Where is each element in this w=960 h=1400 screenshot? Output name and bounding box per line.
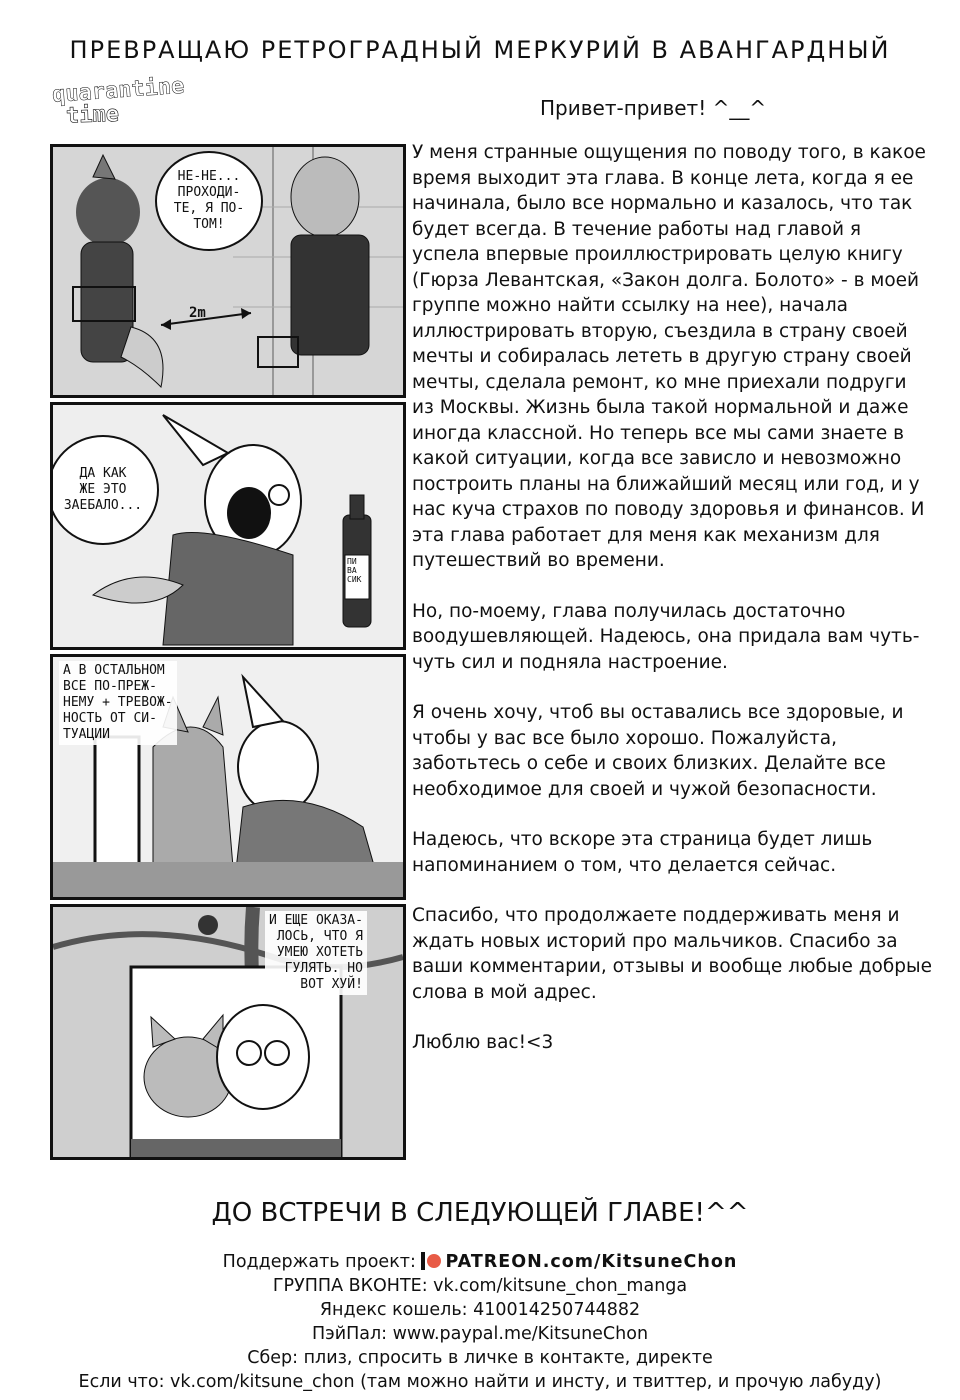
comic-panel-4: [50, 904, 406, 1160]
paragraph: Надеюсь, что вскоре эта страница будет лишь напоминанием о том, что делается сейчас.: [412, 829, 873, 876]
paragraph: Люблю вас!<3: [412, 1032, 554, 1053]
paragraph: У меня странные ощущения по поводу того, в какое время выходит эта глава. В конце лета, когда я ее начинала, было все нормально и казалось, что так будет всегда. В течение работы над главой я успела впервые проиллюстрировать целую книгу (Гюрза Левантская, «Закон долга. Болото» - в моей группе можно найти ссылку на нее), начала иллюстрировать вторую, съездила в страну своей мечты и собиралась лететь в другую страну своей мечты, сделала ремонт, ко мне приехали подруги из Москвы. Жизнь была такой нормальной и даже иногда классной. Но теперь все мы сами знаете в какой ситуации, когда все зависло и невозможно построить планы на ближайший месяц или год, и у нас куча страхов по поводу здоровья и финансов. И эта глава работает для меня как механизм для путешествий во времени.: [412, 142, 926, 571]
greeting: Привет-привет! ^__^: [540, 96, 767, 120]
comic-strip: [50, 144, 406, 1164]
paypal-line[interactable]: ПэйПал: www.paypal.me/KitsuneChon: [311, 1324, 649, 1344]
other-links-line[interactable]: Если что: vk.com/kitsune_chon (там можно найти и инсту, и твиттер, и прочую лабуду): [78, 1372, 882, 1392]
narration-caption: А В ОСТАЛЬНОМ ВСЕ ПО-ПРЕЖ- НЕМУ + ТРЕВОЖ- НОСТЬ ОТ СИ- ТУАЦИИ: [59, 661, 177, 745]
paragraph: Спасибо, что продолжаете поддерживать меня и ждать новых историй про мальчиков. Спасибо за ваши комментарии, отзывы и вообще любые добрые слова в мой адрес.: [412, 905, 933, 1003]
author-note: [412, 140, 932, 1081]
comic-panel-3: [50, 654, 406, 900]
support-line: [0, 1250, 960, 1274]
support-label: Поддержать проект:: [222, 1252, 416, 1272]
distance-label: 2m: [189, 305, 206, 321]
sber-line: Сбер: плиз, спросить в личке в контакте, директе: [247, 1348, 713, 1368]
patreon-link[interactable]: [421, 1250, 737, 1274]
comic-panel-1: [50, 144, 406, 398]
vk-group-line[interactable]: ГРУППА ВКОНТЕ: vk.com/kitsune_chon_manga: [272, 1276, 688, 1296]
patreon-url: PATREON.com/KitsuneChon: [445, 1252, 738, 1272]
farewell-heading: ДО ВСТРЕЧИ В СЛЕДУЮЩЕЙ ГЛАВЕ!^^: [211, 1198, 749, 1228]
speech-bubble: НЕ-НЕ... ПРОХОДИ- ТЕ, Я ПО- ТОМ!: [155, 151, 263, 251]
paragraph: Я очень хочу, чтоб вы оставались все здоровые, и чтобы у вас все было хорошо. Пожалуйста, заботьтесь о себе и своих близких. Делайте все необходимое для своей и чужой безопасности.: [412, 702, 904, 800]
support-footer: [0, 1250, 960, 1394]
comic-panel-2: [50, 402, 406, 650]
page-title: ПРЕВРАЩАЮ РЕТРОГРАДНЫЙ МЕРКУРИЙ В АВАНГАРДНЫЙ: [69, 36, 891, 64]
paragraph: Но, по-моему, глава получилась достаточно воодушевляющей. Надеюсь, она придала вам чуть-чуть сил и подняла настроение.: [412, 600, 920, 673]
logo-line-2: time: [65, 101, 120, 129]
quarantine-time-logo: [51, 73, 222, 142]
narration-caption: И ЕЩЕ ОКАЗА- ЛОСЬ, ЧТО Я УМЕЮ ХОТЕТЬ ГУЛЯТЬ. НО ВОТ ХУЙ!: [265, 911, 367, 995]
patreon-bar-icon: [421, 1252, 425, 1270]
patreon-circle-icon: [427, 1254, 441, 1268]
yandex-wallet-line: Яндекс кошель: 410014250744882: [319, 1300, 641, 1320]
speech-bubble: ДА КАК ЖЕ ЭТО ЗАЕБАЛО...: [50, 435, 159, 545]
bottle-label: ПИ ВА СИК: [347, 557, 362, 584]
logo-line-1: quarantine: [51, 73, 186, 108]
